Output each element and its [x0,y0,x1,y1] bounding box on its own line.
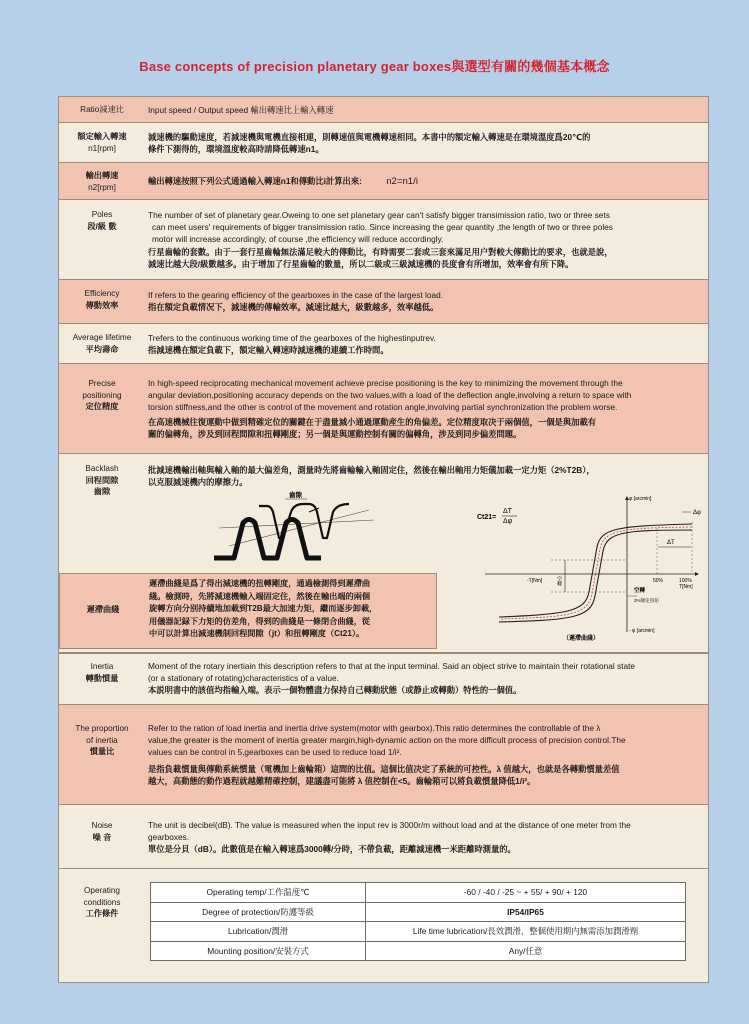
inertia-ratio-en-2: value,the greater is the moment of inertia greater margin,high-dynamic action on the more difficult process of precision control.The [148,735,626,746]
output-speed-unit: n2[rpm] [88,182,116,192]
rated-speed-text-1: 減速機的驅動速度，若減速機與電機直接相連，則轉速值與電機轉速相同。本書中的額定輸入轉速是在環境溫度爲20℃的 [148,132,591,142]
table-row [151,941,686,961]
gear-backlash-label: 齒隙 [289,492,302,499]
table-row [151,922,686,942]
hysteresis-cn-3: 旋轉方向分别持續地加載到T2B最大加速力矩，繼而逐步卸載， [149,604,378,614]
inertia-en-1: Moment of the rotary inertiain this description refers to that at the input terminal. Said an object strive to maintain their rotational state [148,661,635,671]
spec-sheet [58,96,709,983]
hysteresis-cn-1: 遲滯曲綫是爲了得出減速機的扭轉剛度，通過檢測得到遲滯曲 [149,579,371,588]
table-row [151,902,686,922]
ratio-label: Ratio減速比 [80,105,124,114]
inertia-cn: 本説明書中的該值均指輸入端。表示一個物體盡力保持自己轉動狀態（或静止或轉動）特性的一個值。 [148,685,522,696]
poles-label-cn: 段/級 數 [87,221,117,231]
inertia-ratio-label-1: The proportion [75,724,129,733]
axis-label-neg-t: -T[Nm] [527,578,543,584]
backlash-label-cn2: 齒隙 [93,487,111,496]
operating-key: Degree of protection/防護等級 [151,902,366,922]
efficiency-label: Efficiency [84,289,120,298]
operating-table [150,882,686,961]
output-speed-row [59,163,708,200]
idle-label: 空轉 [634,588,646,594]
delta-t-label: ΔT [667,540,675,546]
rated-speed-label: 額定輸入轉速 [77,132,127,141]
axis-label-phi: φ [arcmin] [629,496,652,502]
noise-en-1: The unit is decibel(dB). The value is measured when the input rev is 3000r/m without load and at the distance of one meter from the [148,820,631,830]
output-speed-formula: n2=n1/i [386,176,418,187]
operating-value: Any/任意 [366,941,686,961]
noise-label-cn: 噪 音 [92,832,112,842]
table-row [151,883,686,903]
noise-label: Noise [91,821,113,830]
inertia-ratio-row [59,705,708,805]
operating-label-cn: 工作條件 [85,909,119,918]
stiffness-formula: Ct21= [477,514,497,521]
gear-upper-teeth [259,504,349,538]
operating-value: Life time lubrication/長效潤滑，整個使用期内無需添加潤滑劑 [366,922,686,942]
inertia-en-2: (or a stationary of rotating)characteristics of a value. [148,673,339,684]
lifetime-en: Trefers to the continuous working time of the gearboxes of the highestinputrev. [148,333,436,343]
poles-en-2: can meet users' requirements of bigger transimission ratio. Since increasing the gear quantity ,the length of two or three poles [152,222,613,233]
precise-en-2: angular deviation,positioning accuracy depends on the two values,with a load of the deflection angle,involving a return to space with [148,390,632,401]
poles-row [59,200,708,280]
inertia-ratio-label-2: of inertia [86,735,118,745]
precise-row [59,364,708,454]
lifetime-row [59,324,708,364]
chart-caption: （遲滯曲綫） [563,636,600,642]
page-title: Base concepts of precision planetary gear boxes與選型有關的幾個基本概念 [139,59,610,74]
ratio-text: Input speed / Output speed 輸出轉速比上輸入轉速 [148,105,334,115]
inertia-row [59,653,708,705]
poles-cn-2: 減速比越大段/級數越多。由于增加了行星齒輪的數量，所以二級或三級減速機的長度會有所增加，效率會有所下降。 [148,258,574,269]
output-speed-text: 輸出轉速按照下列公式通過輸入轉速n1和傳動比i計算出來: [148,176,362,186]
efficiency-label-cn: 傳動效率 [85,300,119,310]
operating-value: IP54/IP65 [366,902,686,922]
stiffness-formula-num: ΔT [503,508,512,515]
operating-label [59,885,145,920]
inertia-ratio-label-cn: 慣量比 [89,747,115,756]
precise-en-3: torsion stiffness,and the other is control of the movement and rotation angle,involving partial synchronization the problem worse. [148,402,618,413]
noise-cn: 單位是分貝（dB）。此數值是在輸入轉速爲3000轉/分時，不帶負載，距離減速機一米距離時測量的。 [148,844,516,855]
hysteresis-loop-red [501,527,692,619]
inertia-ratio-en-1: Refer to the ration of load inertia and inertia drive system(motor with gearbox).This ratio determines the controllable of the λ [148,723,601,733]
precise-label-1: Precise [88,379,116,388]
backlash-label: Backlash [85,464,119,473]
poles-en-1: The number of set of planetary gear.Oweing to one set planetary gear can't satisfy bigger transimission ratio, two or three sets [148,210,610,220]
axis-label-neg-phi: - φ [arcmin] [629,628,655,634]
backlash-cn-2: 以克服減速機内的摩擦力。 [148,477,248,488]
axis-label-t: T[Nm] [679,584,693,590]
hysteresis-loop-outer [499,524,692,617]
inertia-ratio-cn-1: 是指負載慣量與傳動系統慣量（電機加上齒輪箱）這間的比值。這個比值决定了系統的可控性。λ 值越大，也就是各轉動慣量差值 [148,763,620,774]
noise-en-2: gearboxes. [148,832,190,843]
lifetime-label-cn: 平均壽命 [85,344,119,354]
backlash-label-cn: 回程間隙 [85,475,119,485]
rated-torque-label: 2%額定扭矩 [634,598,660,603]
lifetime-cn: 指減速機在額定負載下，額定輸入轉速時減速機的連續工作時間。 [148,345,389,356]
operating-key: Lubrication/潤滑 [151,922,366,942]
operating-label-1: Operating [84,886,120,895]
hysteresis-cn-2: 綫。檢測時，先將減速機輸入端固定住，然後在輸出端的兩個 [149,591,371,601]
backlash-cn-1: 批減速機輸出軸與輸入軸的最大偏差角，測量時先將齒輪輸入軸固定住，然後在輸出軸用力矩儀加載一定力矩（2%T2B）， [148,465,595,475]
gear-backlash-illustration [209,488,379,568]
hysteresis-cn-5: 中可以計算出減速機制回程間隙（jt）和扭轉剛度（Ct21）。 [149,629,365,639]
noise-row [59,805,708,869]
rated-speed-text-2: 條件下測得的，環境溫度較高時請降低轉速n1。 [148,144,324,155]
delta-phi-label: Δφ [693,510,701,516]
hysteresis-cn-4: 用儀器記録下力矩的仿差角，得到的曲綫是一條閉合曲綫，從 [149,616,371,626]
stiffness-formula-den: Δφ [503,518,513,525]
ratio-row [59,97,708,123]
operating-value: -60 / -40 / -25 ~ + 55/ + 90/ + 120 [366,883,686,903]
efficiency-en: If refers to the gearing efficiency of the gearboxes in the case of the largest load. [148,290,444,300]
axis-label-100: 100% [679,578,692,584]
hysteresis-box [59,573,437,649]
poles-en-3: motor will increase accordingly, of course ,the efficiency will reduce accordingly. [152,234,444,245]
output-speed-label: 輸出轉速 [85,171,119,180]
precise-label-cn: 定位精度 [85,402,119,411]
idle-label-vertical: 空轉 [556,576,562,586]
efficiency-cn: 指在額定負載情况下，減速機的傳輸效率。減速比越大，級數越多，效率越低。 [148,302,439,313]
precise-cn-1: 在高速機械往復運動中做到精確定位的關鍵在于盡量減小通過運動産生的角偏差。定位精度取决于兩個值，一個是與加載有 [148,416,597,427]
precise-cn-2: 關的偏轉角，涉及到回程間隙和扭轉剛度；另一個是與運動控制有關的偏轉角，涉及到同步偏差問題。 [148,428,522,439]
inertia-label: Inertia [90,662,114,671]
operating-key: Mounting position/安裝方式 [151,941,366,961]
operating-key: Operating temp/工作温度℃ [151,883,366,903]
precise-label-2: positioning [82,390,122,400]
poles-cn-1: 行星齒輪的套數。由于一套行星齒輪無法滿足較大的傳動比，有時需要二套或三套來滿足用户對較大傳動比的要求，也就是說， [148,246,613,257]
poles-label: Poles [91,210,113,219]
axis-tick-50: 50% [653,578,664,584]
inertia-ratio-en-3: values can be control in 5,gearboxes can be used to reduce load 1/i². [148,747,402,758]
lifetime-label: Average lifetime [72,333,132,342]
inertia-ratio-cn-2: 越大，高動態的動作過程就越難精確控制，建議盡可能將 λ 值控制在<5。齒輪箱可以將負載慣量降低1/i²。 [148,775,536,786]
operating-label-2: conditions [83,897,121,907]
hysteresis-chart [467,492,707,642]
rated-speed-unit: n1[rpm] [88,143,116,153]
inertia-label-cn: 轉動慣量 [85,673,119,683]
efficiency-row [59,280,708,324]
hysteresis-label: 遲滯曲綫 [86,605,120,614]
precise-en-1: In high-speed reciprocating mechanical movement achieve precise positioning is the key to minimizing the movement through the [148,378,623,388]
rated-speed-row [59,123,708,163]
